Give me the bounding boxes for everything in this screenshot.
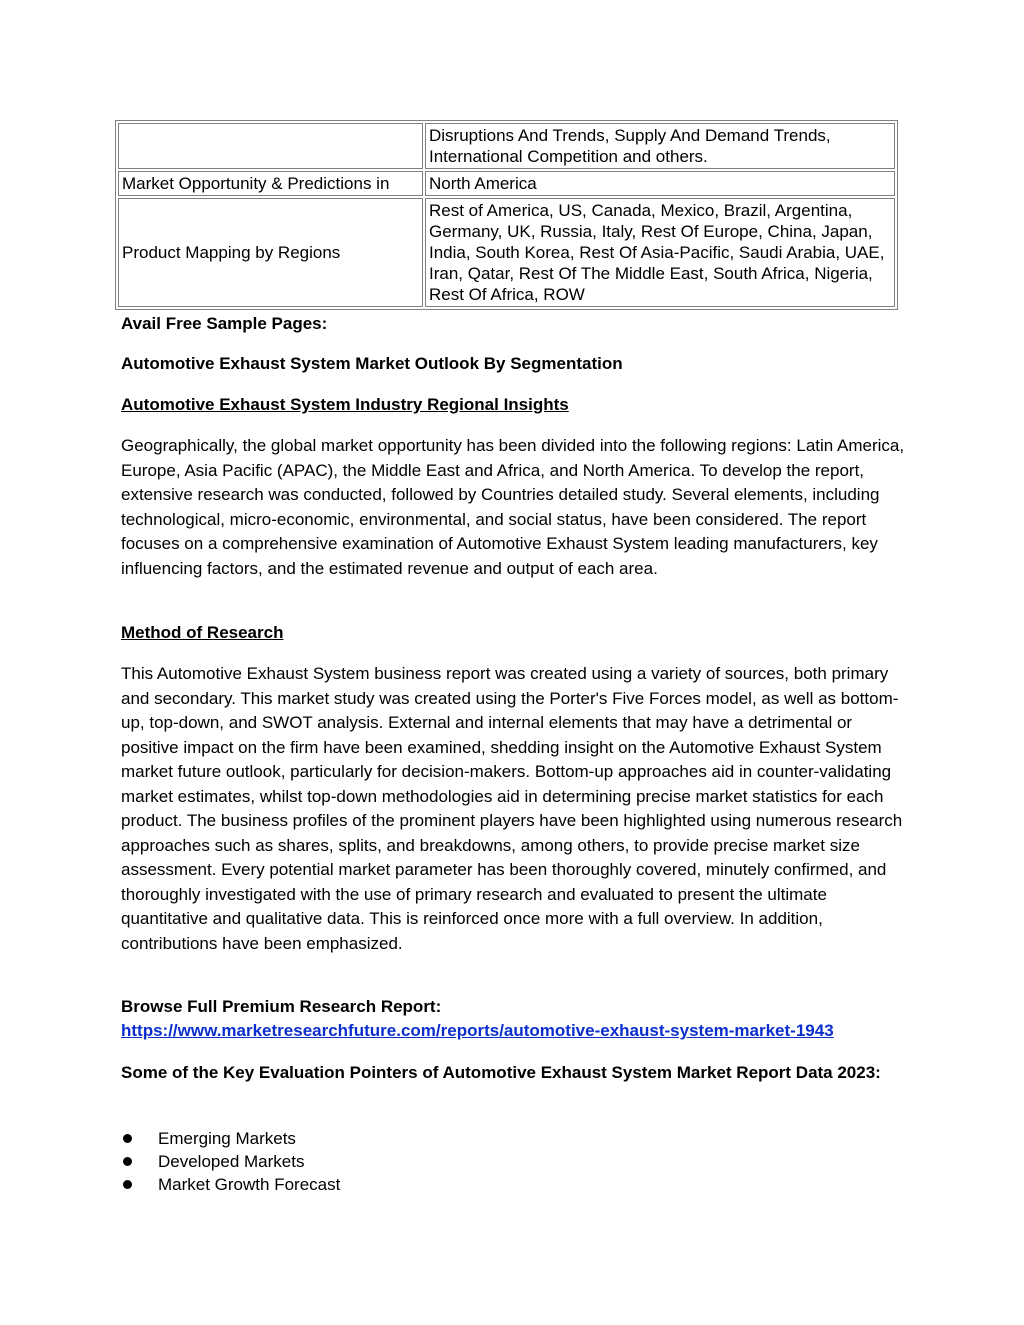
table-row (118, 198, 895, 307)
method-paragraph: This Automotive Exhaust System business report was created using a variety of sources, both primary and secondary. This market study was created using the Porter's Five Forces model, as well as bottom-up, top-down, and SWOT analysis. External and internal elements that may have a detrimental or positive impact on the firm have been examined, shedding insight on the Automotive Exhaust System market future outlook, particularly for decision-makers. Bottom-up approaches aid in counter-validating market estimates, whilst top-down methodologies aid in determining precise market statistics for each product. The business profiles of the prominent players have been highlighted using numerous research approaches such as shares, splits, and breakdowns, among others, to provide precise market size assessment. Every potential market parameter has been thoroughly covered, minutely confirmed, and thoroughly investigated with the use of primary research and evaluated to present the ultimate quantitative and qualitative data. This is reinforced once more with a full overview. In addition, contributions have been emphasized. (121, 664, 903, 953)
list-item (121, 1173, 340, 1196)
table-cell-label: Product Mapping by Regions (118, 198, 423, 307)
bullet-icon (123, 1180, 132, 1189)
list-item-label: Emerging Markets (158, 1129, 296, 1148)
table-cell-value: Rest of America, US, Canada, Mexico, Brazil, Argentina, Germany, UK, Russia, Italy, Rest Of Europe, China, Japan, India, South Korea, Rest Of Asia-Pacific, Saudi Arabia, UAE, Iran, Qatar, Rest Of The Middle East, South Africa, Nigeria, Rest Of Africa, ROW (425, 198, 895, 307)
spec-table (115, 120, 898, 310)
list-item-label: Market Growth Forecast (158, 1175, 341, 1194)
table-row (118, 123, 895, 169)
bullet-icon (123, 1157, 132, 1166)
table-cell-label: Market Opportunity & Predictions in (118, 171, 423, 196)
list-item (121, 1150, 340, 1173)
method-heading: Method of Research (121, 623, 284, 642)
regional-heading: Automotive Exhaust System Industry Regional Insights (121, 395, 569, 414)
bullet-icon (123, 1134, 132, 1143)
list-item-label: Developed Markets (158, 1152, 305, 1171)
avail-sample-heading: Avail Free Sample Pages: (121, 314, 328, 333)
outlook-heading: Automotive Exhaust System Market Outlook By Segmentation (121, 354, 623, 373)
table-cell-label (118, 123, 423, 169)
table-cell-value: North America (425, 171, 895, 196)
browse-label: Browse Full Premium Research Report: (121, 997, 442, 1016)
bullet-list (121, 1127, 340, 1196)
pointers-heading: Some of the Key Evaluation Pointers of Automotive Exhaust System Market Report Data 2023: (121, 1063, 881, 1082)
table-row (118, 171, 895, 196)
list-item (121, 1127, 340, 1150)
report-link[interactable]: https://www.marketresearchfuture.com/reports/automotive-exhaust-system-market-1943 (121, 1021, 834, 1040)
regional-paragraph: Geographically, the global market opportunity has been divided into the following regions: Latin America, Europe, Asia Pacific (APAC), the Middle East and Africa, and North America. To develop the report, extensive research was conducted, followed by Countries detailed study. Several elements, including technological, micro-economic, environmental, and social status, have been considered. The report focuses on a comprehensive examination of Automotive Exhaust System leading manufacturers, key influencing factors, and the estimated revenue and output of each area. (121, 436, 905, 578)
browse-link-wrapper (121, 1019, 906, 1044)
table-cell-value: Disruptions And Trends, Supply And Demand Trends, International Competition and others. (425, 123, 895, 169)
